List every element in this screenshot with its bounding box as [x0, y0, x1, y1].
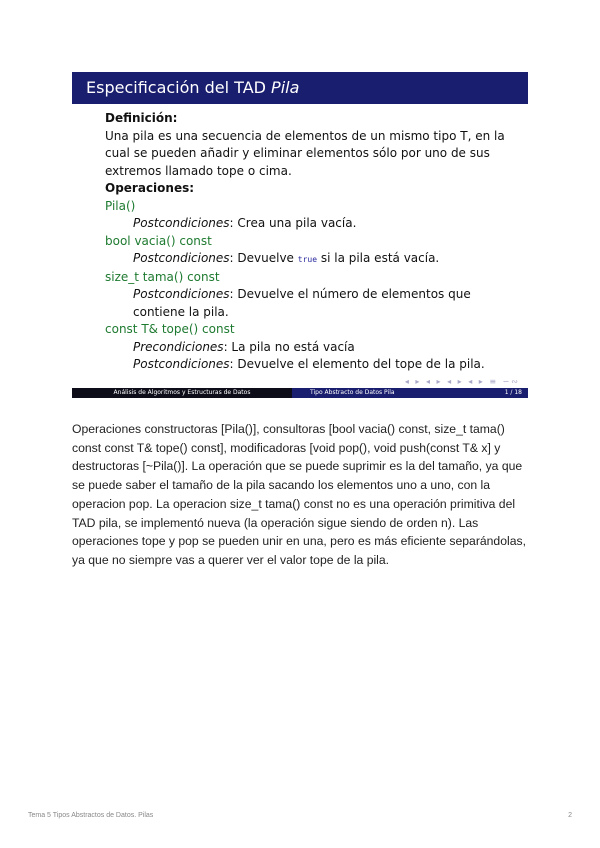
page-footer-label: Tema 5 Tipos Abstractos de Datos. Pilas: [28, 812, 154, 819]
footer-slide-number: 1 / 18: [466, 388, 528, 398]
operation-condition: [105, 356, 515, 374]
operations-list: [105, 198, 515, 374]
condition-label: Postcondiciones: [133, 216, 230, 230]
operation-condition: [105, 250, 515, 269]
condition-text: : Devuelve el elemento del tope de la pila.: [229, 357, 485, 371]
operation-signature: Pila(): [105, 198, 136, 213]
operations-heading: Operaciones:: [105, 181, 195, 195]
footer-course: Análisis de Algoritmos y Estructuras de Datos: [72, 388, 292, 398]
condition-text-tail: si la pila está vacía.: [317, 251, 440, 265]
condition-label: Postcondiciones: [133, 357, 230, 371]
operation-signature: size_t tama() const: [105, 269, 220, 284]
condition-text: : Devuelve el número de elementos que contiene la pila.: [133, 287, 471, 319]
condition-code: true: [297, 255, 318, 264]
slide-footer: [72, 388, 528, 398]
footer-topic: Tipo Abstracto de Datos Pila: [292, 388, 466, 398]
slide-title-emph: Pila: [271, 78, 300, 97]
lecture-notes: Operaciones constructoras [Pila()], consultoras [bool vacia() const, size_t tama() const const T& tope() const], modificadoras [void pop(), void push(const T& x] y destructoras [~Pila()]. La operación que se puede suprimir es la del tamaño, ya que se puede saber el tamaño de la pila sacando los elementos uno a uno, con la operacion pop. La operacion size_t tama() const no es una operación primitiva del TAD pila, se implementó nueva (la operación sigue siendo de orden n). Las operaciones tope y pop se pueden unir en una, pero es más eficiente separándolas, ya que no siempre vas a querer ver el valor tope de la pila.: [72, 422, 526, 567]
condition-label: Precondiciones: [133, 339, 224, 354]
slide-title-prefix: Especificación del TAD: [86, 78, 272, 97]
operation-condition: [105, 215, 515, 233]
slide: [72, 72, 528, 398]
condition-text: : La pila no está vacía: [223, 339, 355, 354]
page-number: 2: [568, 812, 572, 819]
operation-condition: [105, 286, 515, 321]
condition-label: Postcondiciones: [133, 251, 230, 265]
slide-title: [72, 72, 528, 104]
beamer-nav-icons[interactable]: ◂ ▸ ◂ ▸ ◂ ▸ ◂ ▸ ≡ ∽∾: [404, 377, 520, 386]
operation-signature: bool vacia() const: [105, 233, 212, 248]
condition-text: : Devuelve: [229, 251, 298, 265]
page-footer: [28, 812, 572, 819]
definition-heading: Definición:: [105, 111, 178, 125]
definition-text: Una pila es una secuencia de elementos de un mismo tipo T, en la cual se pueden añadir y eliminar elementos sólo por uno de sus extremos llamado tope o cima.: [105, 128, 505, 178]
slide-body: [105, 110, 515, 374]
condition-text: : Crea una pila vacía.: [229, 216, 357, 230]
operation-signature: const T& tope() const: [105, 322, 235, 336]
operation-condition: [105, 339, 515, 357]
condition-label: Postcondiciones: [133, 287, 230, 301]
